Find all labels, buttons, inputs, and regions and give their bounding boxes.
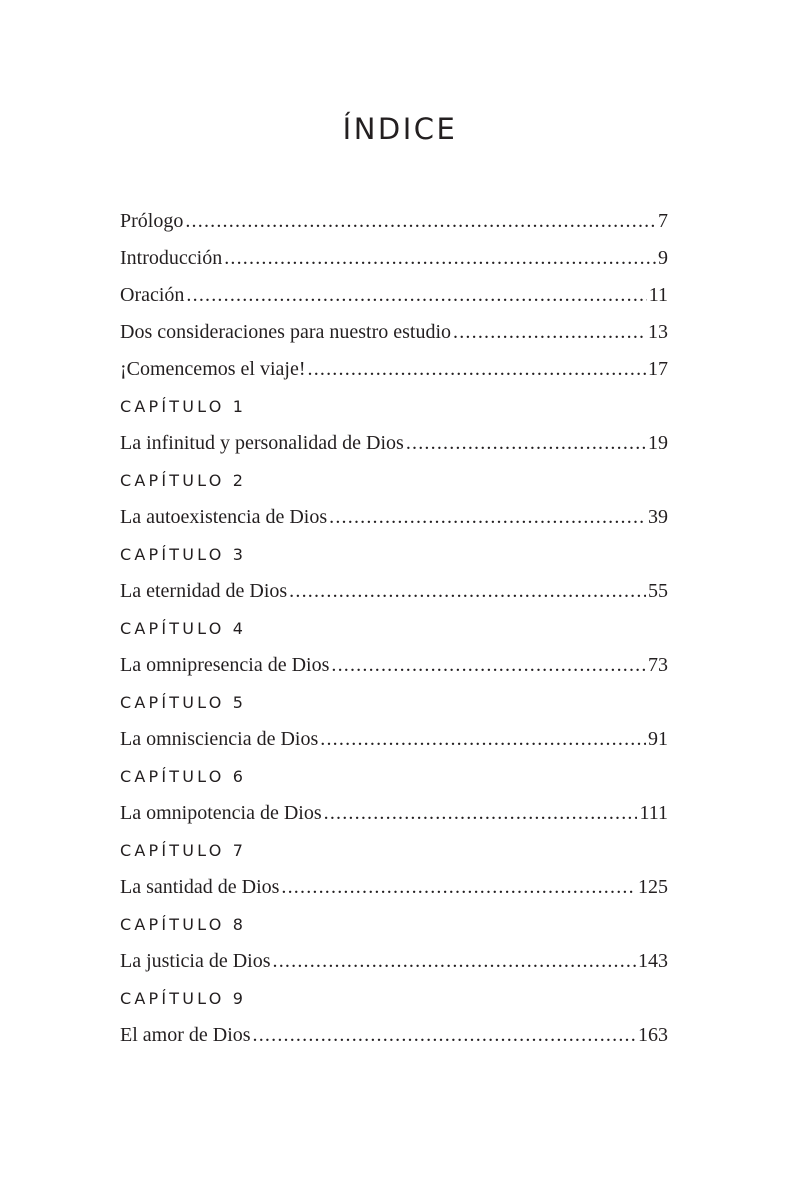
- toc-entry-title: La eternidad de Dios: [120, 580, 288, 602]
- dot-leader: [453, 314, 646, 351]
- toc-entry-page-number: 17: [648, 358, 668, 380]
- dot-leader: [320, 721, 646, 758]
- dot-leader: [224, 240, 656, 277]
- dot-leader: [331, 647, 646, 684]
- toc-entry-title: Dos consideraciones para nuestro estudio: [120, 321, 452, 343]
- chapter-block: [120, 536, 668, 610]
- toc-entry-chapter-7: [120, 869, 668, 906]
- chapter-heading: CAPÍTULO 6: [120, 767, 247, 786]
- chapter-block: [120, 906, 668, 980]
- toc-entry-title: ¡Comencemos el viaje!: [120, 358, 306, 380]
- toc-entry-title: Prólogo: [120, 210, 184, 232]
- toc-entry-page-number: 125: [638, 876, 668, 898]
- toc-entry-page-number: 73: [648, 654, 668, 676]
- chapter-block: [120, 832, 668, 906]
- toc-entry-page-number: 163: [638, 1024, 668, 1046]
- toc-entry-page-number: 19: [648, 432, 668, 454]
- chapter-block: [120, 610, 668, 684]
- toc-entry-page-number: 7: [658, 210, 668, 232]
- chapter-heading: CAPÍTULO 1: [120, 397, 247, 416]
- chapter-heading: CAPÍTULO 8: [120, 915, 247, 934]
- dot-leader: [329, 499, 646, 536]
- toc-entry-chapter-2: [120, 499, 668, 536]
- toc-entry-page-number: 9: [658, 247, 668, 269]
- dot-leader: [186, 277, 646, 314]
- toc-entry-title: La omnipotencia de Dios: [120, 802, 322, 824]
- toc-entry-front-1: [120, 203, 668, 240]
- toc-entry-page-number: 143: [638, 950, 668, 972]
- toc-entry-title: La infinitud y personalidad de Dios: [120, 432, 404, 454]
- toc-entry-chapter-4: [120, 647, 668, 684]
- chapter-heading: CAPÍTULO 2: [120, 471, 247, 490]
- dot-leader: [406, 425, 646, 462]
- toc-entry-chapter-5: [120, 721, 668, 758]
- toc-entry-page-number: 11: [648, 284, 668, 306]
- dot-leader: [185, 203, 656, 240]
- toc-entry-title: La omnipresencia de Dios: [120, 654, 330, 676]
- dot-leader: [273, 943, 636, 980]
- toc-entry-title: La autoexistencia de Dios: [120, 506, 328, 528]
- toc-entry-front-3: [120, 277, 668, 314]
- toc-entry-chapter-8: [120, 943, 668, 980]
- table-of-contents: [120, 203, 668, 1054]
- toc-entry-front-2: [120, 240, 668, 277]
- toc-entry-chapter-3: [120, 573, 668, 610]
- page-title: ÍNDICE: [342, 112, 458, 146]
- dot-leader: [253, 1017, 636, 1054]
- chapter-heading: CAPÍTULO 3: [120, 545, 247, 564]
- toc-entry-title: El amor de Dios: [120, 1024, 251, 1046]
- toc-entry-page-number: 55: [648, 580, 668, 602]
- toc-entry-page-number: 111: [639, 802, 668, 824]
- chapter-heading: CAPÍTULO 9: [120, 989, 247, 1008]
- toc-entry-page-number: 39: [648, 506, 668, 528]
- toc-entry-chapter-6: [120, 795, 668, 832]
- dot-leader: [281, 869, 636, 906]
- chapter-heading: CAPÍTULO 4: [120, 619, 247, 638]
- chapter-heading: CAPÍTULO 5: [120, 693, 247, 712]
- chapter-block: [120, 388, 668, 462]
- dot-leader: [324, 795, 638, 832]
- chapter-block: [120, 980, 668, 1054]
- chapter-block: [120, 462, 668, 536]
- chapter-list: [120, 388, 668, 1054]
- toc-entry-title: La justicia de Dios: [120, 950, 271, 972]
- toc-entry-page-number: 13: [648, 321, 668, 343]
- toc-entry-front-5: [120, 351, 668, 388]
- chapter-block: [120, 684, 668, 758]
- toc-entry-title: Introducción: [120, 247, 223, 269]
- dot-leader: [308, 351, 647, 388]
- toc-entry-title: La omnisciencia de Dios: [120, 728, 319, 750]
- chapter-block: [120, 758, 668, 832]
- toc-entry-chapter-1: [120, 425, 668, 462]
- toc-entry-title: La santidad de Dios: [120, 876, 280, 898]
- front-matter-list: [120, 203, 668, 388]
- toc-entry-chapter-9: [120, 1017, 668, 1054]
- dot-leader: [289, 573, 646, 610]
- toc-entry-title: Oración: [120, 284, 185, 306]
- toc-entry-page-number: 91: [648, 728, 668, 750]
- chapter-heading: CAPÍTULO 7: [120, 841, 247, 860]
- toc-entry-front-4: [120, 314, 668, 351]
